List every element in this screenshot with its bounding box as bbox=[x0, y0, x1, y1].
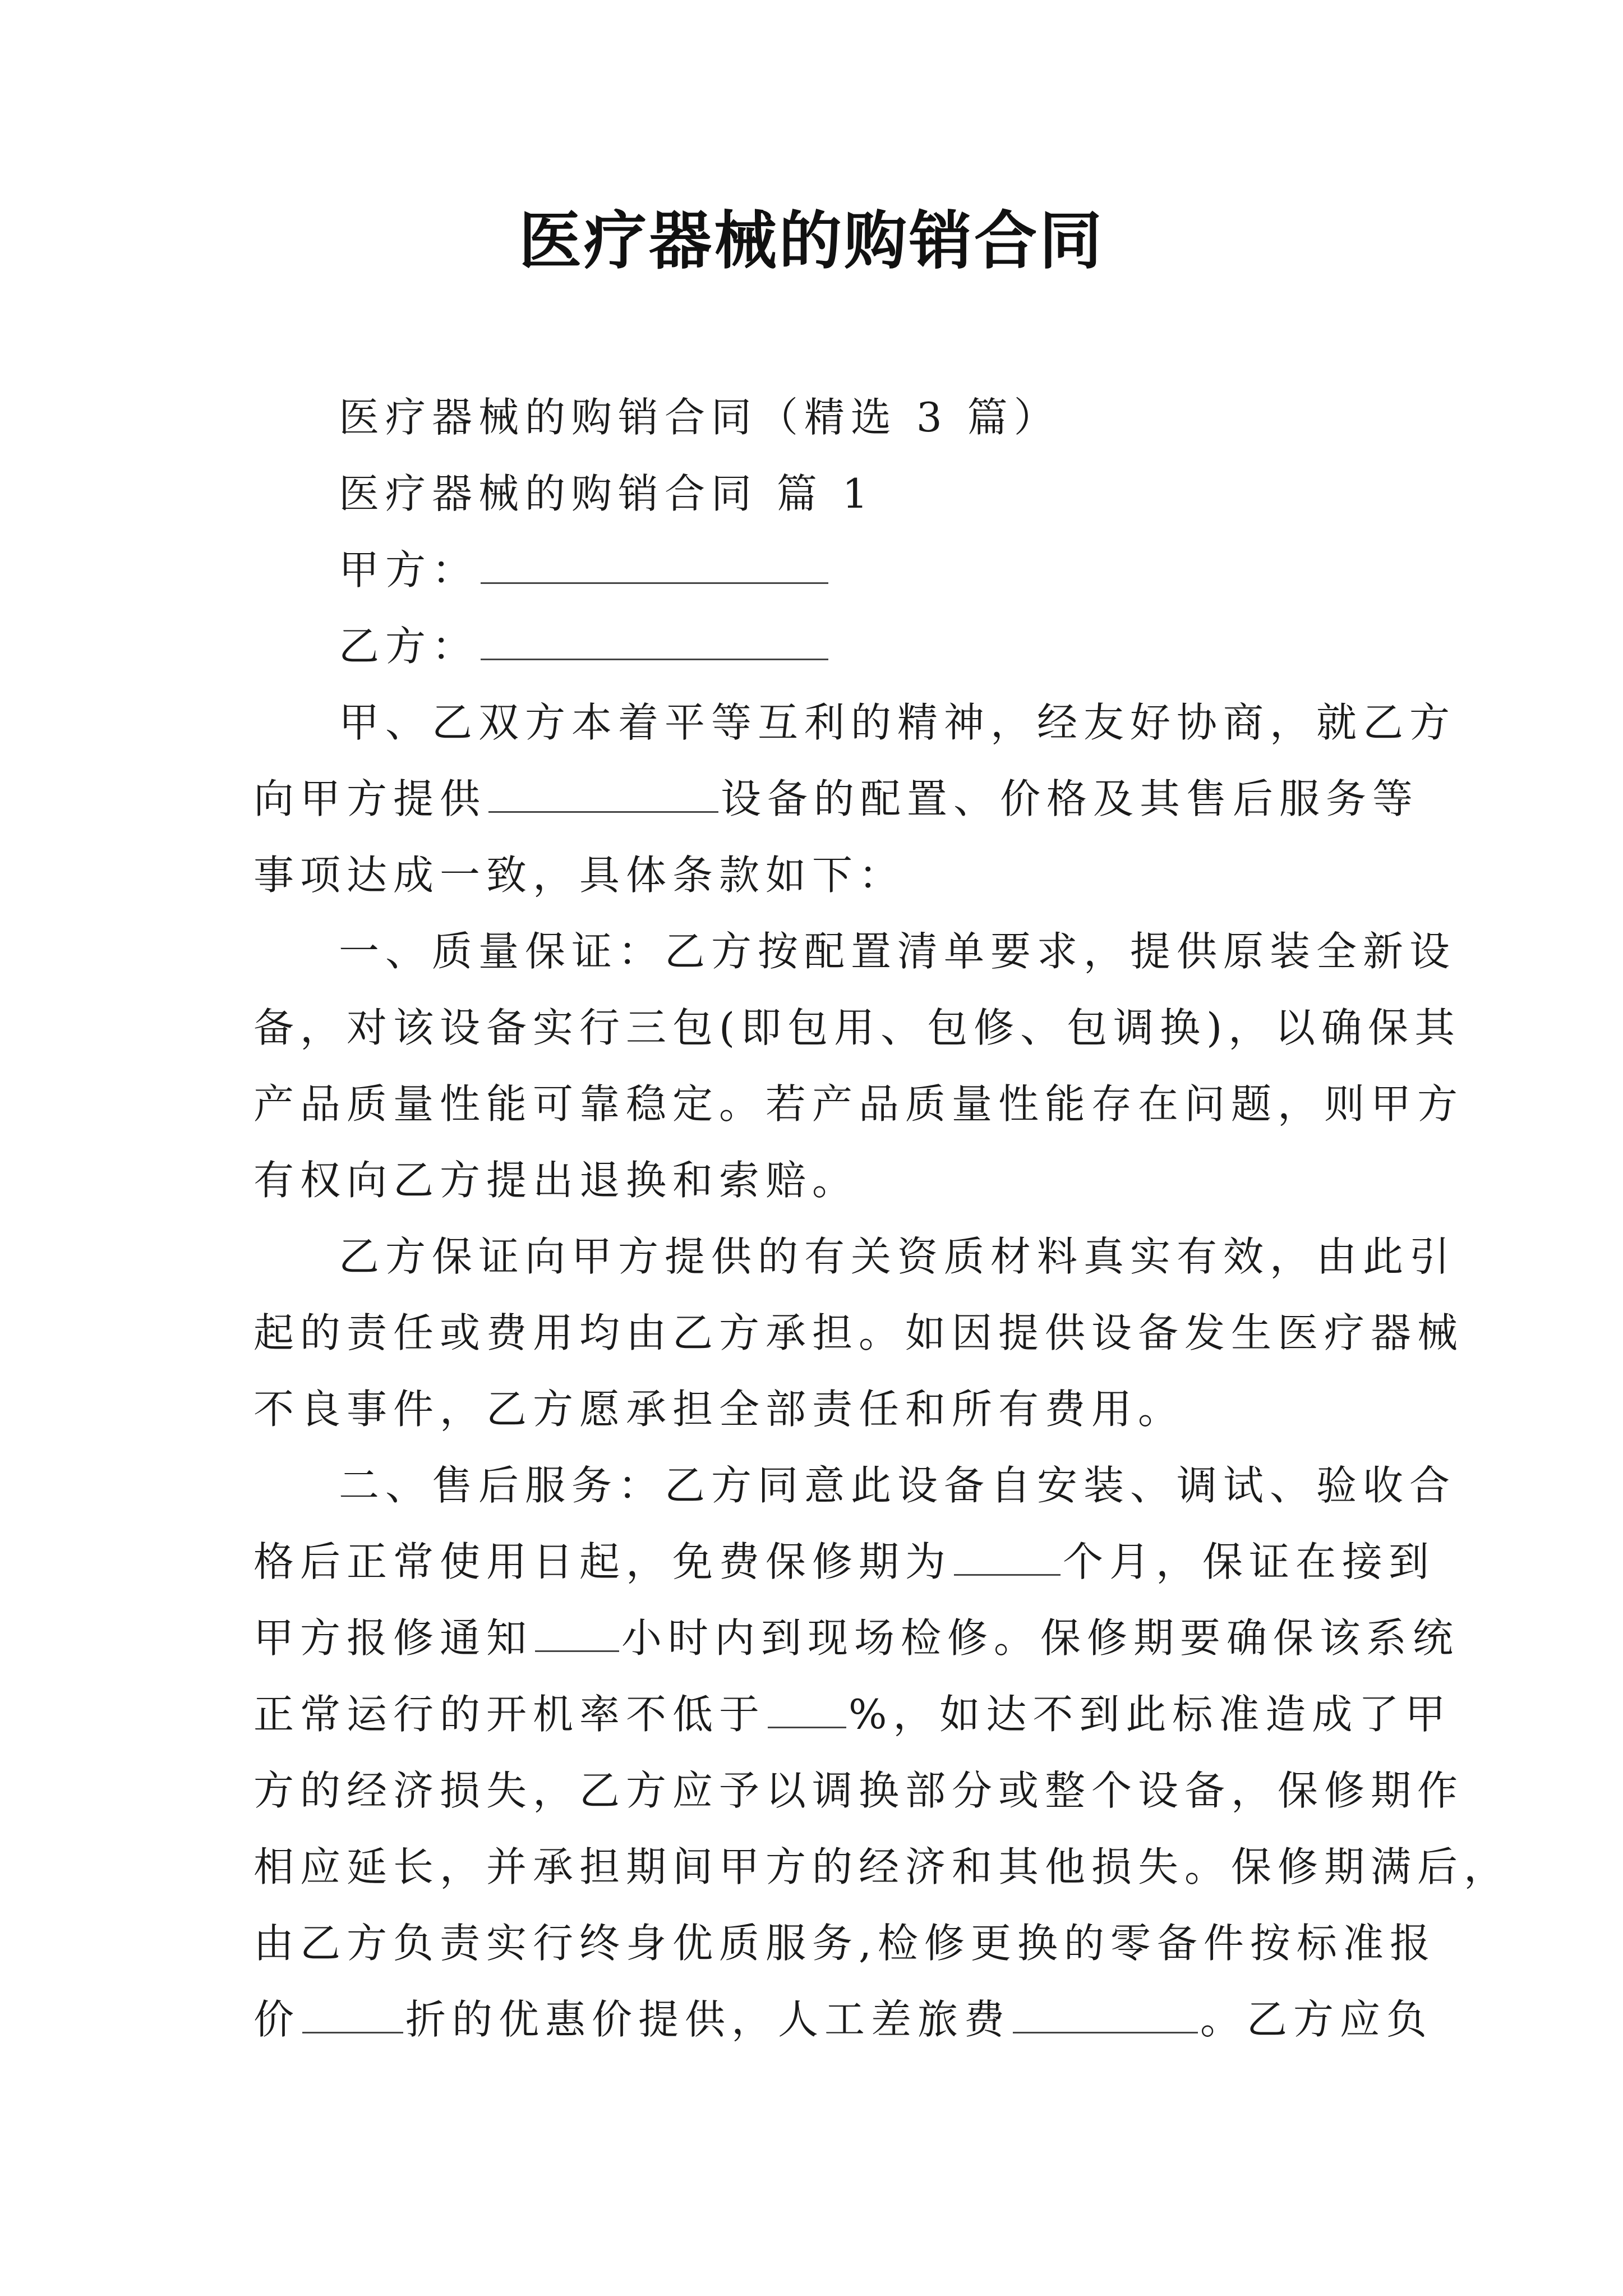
para4-line2-b: 个月，保证在接到 bbox=[1063, 1538, 1436, 1585]
para3-line3: 不良事件，乙方愿承担全部责任和所有费用。 bbox=[253, 1386, 1185, 1433]
para4-line8-b: 折的优惠价提供，人工差旅费 bbox=[405, 1996, 1011, 2043]
para1-line3: 事项达成一致，具体条款如下： bbox=[253, 852, 906, 899]
para4-line4-b: %，如达不到此标准造成了甲 bbox=[849, 1691, 1452, 1738]
para4-line2 bbox=[253, 1524, 1436, 1600]
para1-line2-a: 向甲方提供 bbox=[253, 775, 487, 822]
para4-line3-b: 小时内到现场检修。保修期要确保该系统 bbox=[621, 1614, 1460, 1662]
para4-line4-a: 正常运行的开机率不低于 bbox=[253, 1691, 766, 1738]
para2-line1: 一、质量保证：乙方按配置清单要求，提供原装全新设 bbox=[339, 928, 1456, 975]
para2-line3: 产品质量性能可靠稳定。若产品质量性能存在问题，则甲方 bbox=[253, 1080, 1464, 1128]
document-title: 医疗器械的购销合同 bbox=[519, 204, 1104, 278]
party-a-label: 甲方： bbox=[339, 546, 479, 593]
para1-line2-b: 设备的配置、价格及其售后服务等 bbox=[721, 775, 1419, 822]
para4-line3 bbox=[253, 1600, 1460, 1676]
party-a-blank bbox=[481, 543, 828, 584]
para4-line1: 二、售后服务：乙方同意此设备自安装、调试、验收合 bbox=[339, 1462, 1456, 1509]
para2-line2: 备，对该设备实行三包(即包用、包修、包调换)，以确保其 bbox=[253, 1004, 1461, 1051]
para1-line2 bbox=[253, 761, 1419, 837]
para4-line8-c: 。乙方应负 bbox=[1200, 1996, 1433, 2043]
party-a-line bbox=[253, 532, 1381, 608]
para4-line4 bbox=[253, 1676, 1452, 1752]
para4-line5: 方的经济损失，乙方应予以调换部分或整个设备，保修期作 bbox=[253, 1767, 1464, 1814]
para4-line6: 相应延长，并承担期间甲方的经济和其他损失。保修期满后， bbox=[253, 1843, 1511, 1890]
uptime-rate-blank bbox=[768, 1687, 846, 1728]
equipment-blank bbox=[488, 772, 718, 813]
para4-line7: 由乙方负责实行终身优质服务,检修更换的零备件按标准报 bbox=[253, 1920, 1436, 1967]
travel-expense-blank bbox=[1013, 1993, 1198, 2033]
party-b-line bbox=[253, 608, 1381, 684]
para1-line1: 甲、乙双方本着平等互利的精神，经友好协商，就乙方 bbox=[339, 699, 1456, 746]
document-body bbox=[253, 379, 1511, 2058]
document-subtitle: 医疗器械的购销合同（精选 3 篇） bbox=[339, 394, 1061, 441]
para4-line2-a: 格后正常使用日起，免费保修期为 bbox=[253, 1538, 952, 1585]
response-hours-blank bbox=[535, 1611, 619, 1652]
para3-line2: 起的责任或费用均由乙方承担。如因提供设备发生医疗器械 bbox=[253, 1309, 1464, 1356]
discount-blank bbox=[302, 1993, 403, 2033]
para3-line1: 乙方保证向甲方提供的有关资质材料真实有效，由此引 bbox=[339, 1233, 1456, 1280]
section-heading: 医疗器械的购销合同 篇 1 bbox=[339, 470, 874, 517]
para2-line4: 有权向乙方提出退换和索赔。 bbox=[253, 1157, 859, 1204]
party-b-blank bbox=[481, 619, 828, 660]
party-b-label: 乙方： bbox=[339, 623, 479, 670]
para4-line8 bbox=[253, 1981, 1433, 2058]
para4-line8-a: 价 bbox=[253, 1996, 301, 2043]
warranty-months-blank bbox=[954, 1535, 1061, 1576]
para4-line3-a: 甲方报修通知 bbox=[253, 1614, 533, 1662]
